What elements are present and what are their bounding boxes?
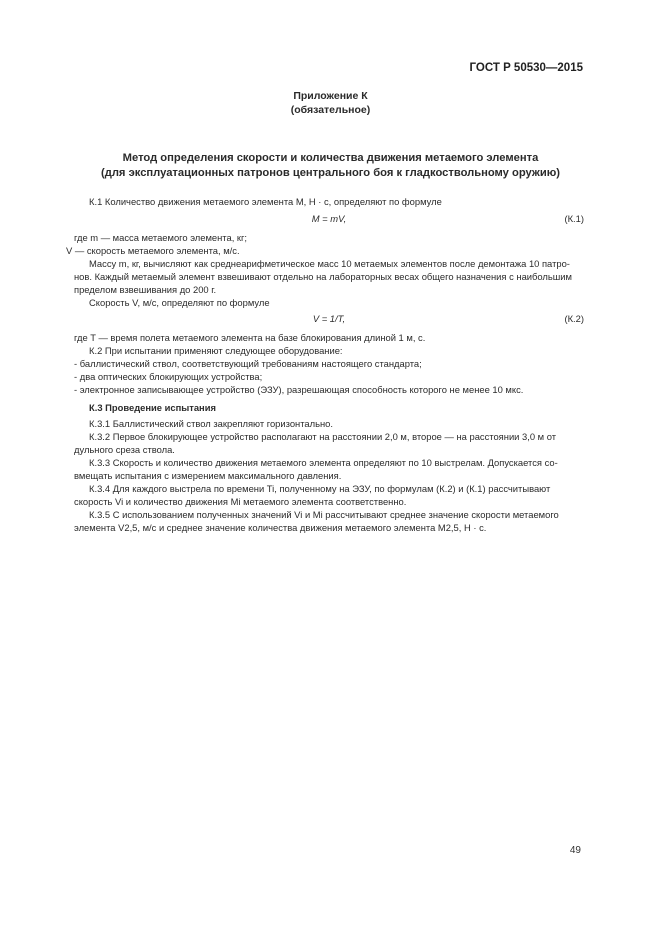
where-t: где T — время полета метаемого элемента на базе блокирования длиной 1 м, с. xyxy=(74,332,426,343)
main-title-line1: Метод определения скорости и количества движения метаемого элемента xyxy=(122,152,539,164)
where-v: V — скорость метаемого элемента, м/с. xyxy=(66,245,240,256)
k32-line1: К.3.2 Первое блокирующее устройство располагают на расстоянии 2,0 м, второе — на расстоянии 3,0 м от xyxy=(89,431,557,442)
k31-text: К.3.1 Баллистический ствол закрепляют горизонтально. xyxy=(89,418,333,429)
k1-text: К.1 Количество движения метаемого элемента M, H · c, определяют по формуле xyxy=(89,196,442,207)
k2-item-1: - баллистический ствол, соответствующий требованиям настоящего стандарта; xyxy=(74,358,422,369)
appendix-note: (обязательное) xyxy=(290,104,371,116)
k33-line2: вмещать испытания с измерением максимального давления. xyxy=(74,470,342,481)
mass-paragraph-line2: нов. Каждый метаемый элемент взвешивают отдельно на лабораторных весах общего назначения с наибольшим xyxy=(74,271,572,282)
k34-line2: скорость Vi и количество движения Mi метаемого элемента соответственно. xyxy=(74,496,407,507)
mass-paragraph-line3: пределом взвешивания до 200 г. xyxy=(74,284,217,295)
appendix-title: Приложение К xyxy=(293,90,368,102)
k3-heading: К.3 Проведение испытания xyxy=(89,402,216,413)
k2-item-2: - два оптических блокирующих устройства; xyxy=(74,371,263,382)
speed-text: Скорость V, м/с, определяют по формуле xyxy=(89,297,270,308)
formula-k1-expression: M = mV, xyxy=(311,213,347,224)
mass-paragraph-line1: Массу m, кг, вычисляют как среднеарифметическое масс 10 метаемых элементов после демонтажа 10 патро- xyxy=(89,258,570,269)
formula-k2-expression: V = 1/T, xyxy=(312,313,346,324)
document-header-standard: ГОСТ Р 50530—2015 xyxy=(469,62,583,74)
k2-item-3: - электронное записывающее устройство (ЭЗУ), разрешающая способность которого не менее 10 мкс. xyxy=(74,384,524,395)
k35-line2: элемента V2,5, м/с и среднее значение количества движения метаемого элемента M2,5, H · c. xyxy=(74,522,487,533)
where-m: где m — масса метаемого элемента, кг; xyxy=(74,232,248,243)
k33-line1: К.3.3 Скорость и количество движения метаемого элемента определяют по 10 выстрелам. Допускается со- xyxy=(89,457,558,468)
k32-line2: дульного среза ствола. xyxy=(74,444,175,455)
k34-line1: К.3.4 Для каждого выстрела по времени Ti, полученному на ЭЗУ, по формулам (К.2) и (К.1) рассчитывают xyxy=(89,483,551,494)
page-number: 49 xyxy=(569,845,581,856)
formula-k1-number: (К.1) xyxy=(564,213,584,224)
main-title-line2: (для эксплуатационных патронов центрального боя к гладкоствольному оружию) xyxy=(101,167,560,179)
k35-line1: К.3.5 С использованием полученных значений Vi и Mi рассчитывают среднее значение скорости метаемого xyxy=(89,509,559,520)
k2-text: К.2 При испытании применяют следующее оборудование: xyxy=(89,345,343,356)
formula-k2-number: (К.2) xyxy=(564,313,584,324)
